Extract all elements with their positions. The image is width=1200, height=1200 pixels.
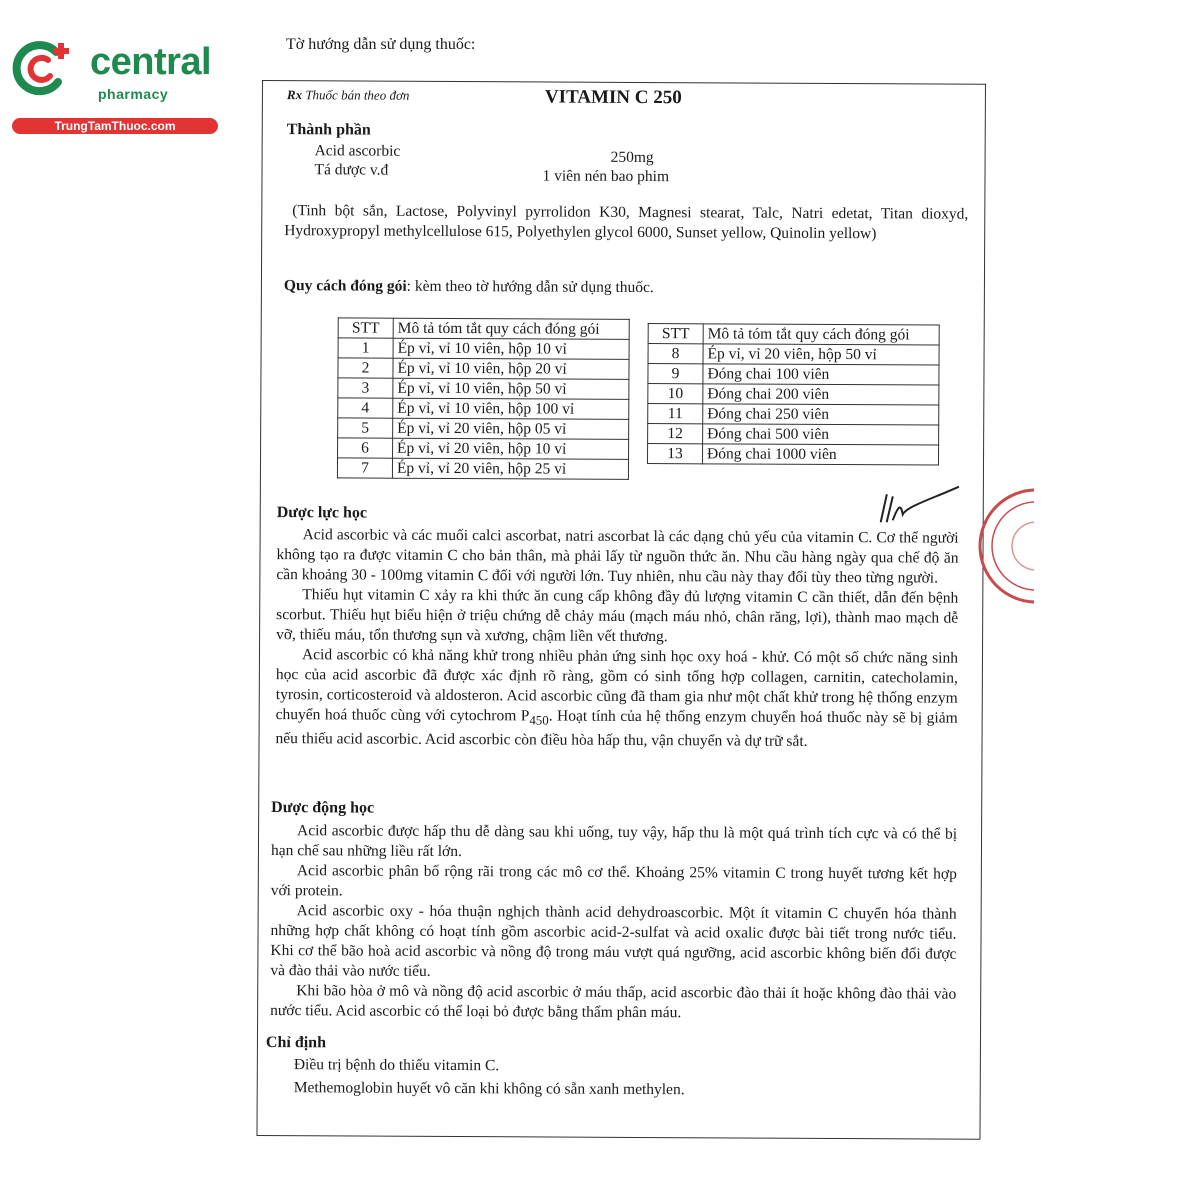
table-row [338, 338, 629, 360]
table-row [337, 458, 628, 480]
pharmacodynamics-p3b: . Hoạt tính của hệ thống enzym chuyển hoá thuốc này sẽ bị giảm nếu thiếu acid ascorbic. Acid ascorbic còn điều hòa hấp thu, vận chuyển và dự trữ sắt. [275, 707, 958, 750]
table-row [338, 418, 629, 440]
ingredient-value-1: 250mg [610, 148, 654, 167]
table-row [648, 424, 939, 446]
col-stt: STT [648, 324, 703, 344]
row-desc: Ép vỉ, vỉ 20 viên, hộp 25 vỉ [392, 458, 628, 479]
row-stt: 4 [338, 398, 393, 418]
pharmacokinetics-text [270, 821, 957, 1025]
table-row [648, 404, 939, 426]
col-stt: STT [338, 318, 393, 338]
row-desc: Ép vỉ, vỉ 20 viên, hộp 05 vỉ [393, 418, 629, 439]
leaflet-frame [256, 80, 986, 1140]
row-stt: 11 [648, 404, 703, 424]
cytochrom-subscript: 450 [529, 712, 549, 728]
excipients-text [284, 201, 968, 245]
packaging-title: Quy cách đóng gói [283, 277, 407, 295]
packaging-table-right [647, 323, 940, 466]
rx-symbol: Rx [286, 87, 303, 103]
row-desc: Đóng chai 200 viên [703, 384, 939, 405]
pharmacodynamics-p2: Thiếu hụt vitamin C xảy ra khi thức ăn cung cấp không đầy đủ lượng vitamin C cần thiết, dẫn đến bệnh scorbut. Thiếu hụt biểu hiện ở triệu chứng dễ chảy máu (mạch máu nhỏ, chân răng, lợi), thành mao mạch dễ vỡ, thiếu máu, tổn thương sụn và xương, chậm liền vết thương. [276, 586, 959, 646]
ingredient-value-2: 1 viên nén bao phim [542, 167, 670, 186]
table-row [338, 438, 629, 460]
row-desc: Ép vỉ, vỉ 20 viên, hộp 50 vỉ [703, 344, 939, 365]
document-heading: Tờ hướng dẫn sử dụng thuốc: [286, 36, 476, 53]
ingredient-name-1: Acid ascorbic [314, 142, 401, 160]
logo-c-cross-icon [12, 40, 70, 98]
table-row [648, 364, 939, 386]
row-stt: 13 [647, 444, 702, 464]
ingredient-name-2: Tá dược v.đ [314, 161, 389, 179]
packaging-table-left [337, 317, 630, 480]
row-desc: Ép vỉ, vỉ 10 viên, hộp 20 vỉ [393, 358, 629, 379]
row-stt: 5 [338, 418, 393, 438]
row-stt: 9 [648, 364, 703, 384]
pharmacokinetics-p2: Acid ascorbic phân bố rộng rãi trong các mô cơ thể. Khoảng 25% vitamin C trong huyết tương kết hợp với protein. [270, 862, 957, 900]
brand-name: central [90, 41, 212, 83]
table-row [338, 358, 629, 380]
row-desc: Ép vỉ, vỉ 20 viên, hộp 10 vỉ [393, 438, 629, 459]
red-stamp-icon [974, 484, 1034, 614]
row-stt: 1 [338, 338, 393, 358]
row-stt: 6 [338, 438, 393, 458]
table-row [338, 378, 629, 400]
row-stt: 7 [337, 458, 392, 478]
table-row [647, 444, 938, 466]
indications-title: Chỉ định [265, 1034, 327, 1052]
pharmacodynamics-title: Dược lực học [276, 504, 368, 522]
pharmacodynamics-p3a: Acid ascorbic có khả năng khử trong nhiều phản ứng sinh học oxy hoá - khử. Có một số chức năng sinh học của acid ascorbic đã được xác định rõ ràng, gồm có sinh tổng hợp collagen, carnitin, catecholamin, tyrosin, corticosteroid và aldosteron. Acid ascorbic cũng đã tham gia như một chất khử trong hệ thống enzym chuyển hoá thuốc cùng với cytochrom P [275, 646, 959, 725]
row-desc: Đóng chai 500 viên [703, 424, 939, 445]
col-desc: Mô tả tóm tắt quy cách đóng gói [703, 324, 939, 345]
pharmacodynamics-text [275, 525, 958, 753]
row-stt: 2 [338, 358, 393, 378]
row-desc: Đóng chai 250 viên [703, 404, 939, 425]
table-row [338, 398, 629, 420]
col-desc: Mô tả tóm tắt quy cách đóng gói [393, 318, 629, 339]
pharmacokinetics-p1: Acid ascorbic được hấp thu dễ dàng sau khi uống, tuy vậy, hấp thu là một quá trình tích cực và có thể bị hạn chế sau những liều rất lớn. [270, 822, 958, 861]
row-desc: Ép vỉ, vỉ 10 viên, hộp 50 vỉ [393, 378, 629, 399]
product-title: VITAMIN C 250 [544, 86, 682, 109]
rx-text: Thuốc bán theo đơn [305, 87, 410, 103]
pharmacokinetics-p3: Acid ascorbic oxy - hóa thuận nghịch thành acid dehydroascorbic. Một ít vitamin C chuyển hóa thành những hợp chất không có hoạt tính gồm ascorbic acid-2-sulfat và acid oxalic được bài tiết trong nước tiểu. Khi cơ thể bão hoà acid ascorbic và nồng độ trong máu vượt quá ngưỡng, acid ascorbic không biến đổi được và đào thải vào nước tiểu. [270, 902, 957, 980]
packaging-text: : kèm theo tờ hướng dẫn sử dụng thuốc. [406, 277, 654, 297]
brand-logo[interactable] [10, 36, 220, 136]
row-stt: 10 [648, 384, 703, 404]
brand-sub: pharmacy [98, 86, 169, 102]
brand-url-badge[interactable]: TrungTamThuoc.com [12, 118, 218, 134]
signature-mark [873, 484, 963, 534]
table-row [648, 344, 939, 366]
indication-2: Methemoglobin huyết vô căn khi không có sẵn xanh methylen. [293, 1079, 685, 1099]
rx-label [287, 87, 410, 104]
row-stt: 3 [338, 378, 393, 398]
pharmacokinetics-title: Dược động học [271, 799, 375, 817]
indication-1: Điều trị bệnh do thiếu vitamin C. [293, 1056, 500, 1075]
row-desc: Ép vỉ, vỉ 10 viên, hộp 100 vỉ [393, 398, 629, 419]
row-desc: Đóng chai 1000 viên [702, 444, 938, 465]
row-stt: 8 [648, 344, 703, 364]
packaging-line [284, 277, 654, 297]
pharmacodynamics-p3 [275, 645, 958, 753]
composition-title: Thành phần [286, 121, 371, 139]
pharmacodynamics-p1: Acid ascorbic và các muối calci ascorbat, natri ascorbat là các dạng chủ yếu của vitamin C. Cơ thể người không tạo ra được vitamin C cho bản thân, mà phải lấy từ nguồn thức ăn. Nhu cầu hàng ngày qua chế độ ăn cần khoảng 30 - 100mg vitamin C đối với người lớn. Tuy nhiên, nhu cầu này thay đổi tùy theo từng người. [276, 526, 959, 587]
pharmacokinetics-p4: Khi bão hòa ở mô và nồng độ acid ascorbic ở máu thấp, acid ascorbic đào thải ít hoặc không đào thải vào nước tiểu. Acid ascorbic có thể loại bỏ được bằng thẩm phân máu. [270, 982, 957, 1022]
excipients-paragraph: (Tinh bột sắn, Lactose, Polyvinyl pyrrolidon K30, Magnesi stearat, Talc, Natri edetat, Titan dioxyd, Hydroxypropyl methylcellulose 615, Polyethylen glycol 6000, Sunset yellow, Quinolin yellow) [284, 202, 969, 243]
row-desc: Đóng chai 100 viên [703, 364, 939, 385]
table-row [648, 384, 939, 406]
row-desc: Ép vỉ, vỉ 10 viên, hộp 10 vỉ [393, 338, 629, 359]
row-stt: 12 [648, 424, 703, 444]
